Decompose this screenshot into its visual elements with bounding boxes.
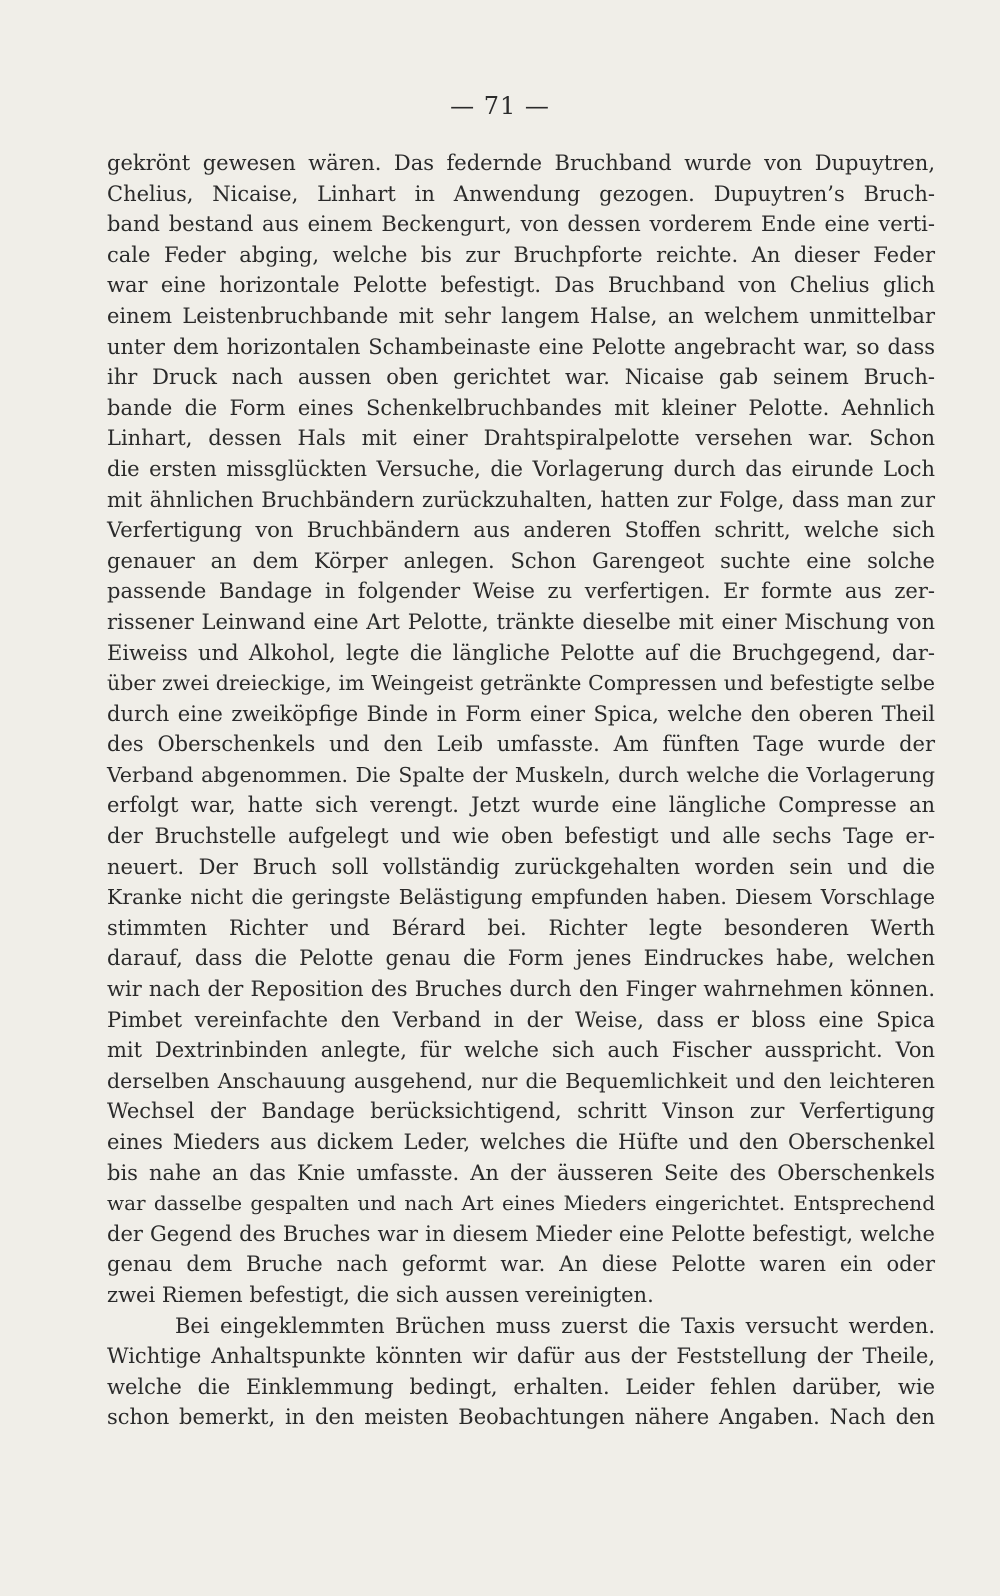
text-line: band bestand aus einem Beckengurt, von dessen vorderem Ende eine verti- <box>107 212 935 237</box>
text-line: erfolgt war, hatte sich verengt. Jetzt wurde eine längliche Compresse an <box>107 793 935 818</box>
text-line: ihr Druck nach aussen oben gerichtet war. Nicaise gab seinem Bruch- <box>107 365 935 390</box>
text-line: des Oberschenkels und den Leib umfasste. Am fünften Tage wurde der <box>107 732 935 757</box>
text-line: neuert. Der Bruch soll vollständig zurückgehalten worden sein und die <box>107 854 935 879</box>
text-line: der Gegend des Bruches war in diesem Mieder eine Pelotte befestigt, welche <box>107 1221 935 1246</box>
text-line: über zwei dreieckige, im Weingeist getränkte Compressen und befestigte selbe <box>107 671 935 696</box>
page-number: — 71 — <box>450 92 550 120</box>
text-line: war eine horizontale Pelotte befestigt. Das Bruchband von Chelius glich <box>107 273 935 298</box>
text-line: cale Feder abging, welche bis zur Bruchpforte reichte. An dieser Feder <box>107 242 935 267</box>
text-line: welche die Einklemmung bedingt, erhalten. Leider fehlen darüber, wie <box>107 1374 935 1399</box>
text-line: der Bruchstelle aufgelegt und wie oben befestigt und alle sechs Tage er- <box>107 824 935 849</box>
text-line: bis nahe an das Knie umfasste. An der äusseren Seite des Oberschenkels <box>107 1160 935 1185</box>
text-line: eines Mieders aus dickem Leder, welches die Hüfte und den Oberschenkel <box>107 1130 935 1154</box>
text-line: genau dem Bruche nach geformt war. An diese Pelotte waren ein oder <box>107 1252 935 1277</box>
text-line: rissener Leinwand eine Art Pelotte, tränkte dieselbe mit einer Mischung von <box>107 609 935 634</box>
text-line: genauer an dem Körper anlegen. Schon Garengeot suchte eine solche <box>107 548 935 573</box>
text-line: Linhart, dessen Hals mit einer Drahtspiralpelotte versehen war. Schon <box>107 426 935 451</box>
text-line: mit Dextrinbinden anlegte, für welche sich auch Fischer ausspricht. Von <box>107 1038 935 1063</box>
text-line: unter dem horizontalen Schambeinaste eine Pelotte angebracht war, so dass <box>107 334 935 359</box>
text-line: wir nach der Reposition des Bruches durch den Finger wahrnehmen können. <box>107 977 935 1002</box>
text-line: durch eine zweiköpfige Binde in Form einer Spica, welche den oberen Theil <box>107 701 935 726</box>
text-line: einem Leistenbruchbande mit sehr langem Halse, an welchem unmittelbar <box>107 303 935 328</box>
text-line: Wichtige Anhaltspunkte könnten wir dafür aus der Feststellung der Theile, <box>107 1344 935 1369</box>
body-text <box>107 148 935 1433</box>
text-line: bande die Form eines Schenkelbruchbandes mit kleiner Pelotte. Aehnlich <box>107 395 935 420</box>
text-line: Wechsel der Bandage berücksichtigend, schritt Vinson zur Verfertigung <box>107 1099 935 1124</box>
text-line: gekrönt gewesen wären. Das federnde Bruchband wurde von Dupuytren, <box>107 151 935 175</box>
text-line: Bei eingeklemmten Brüchen muss zuerst die Taxis versucht werden. <box>175 1313 935 1338</box>
text-line: Kranke nicht die geringste Belästigung empfunden haben. Diesem Vorschlage <box>107 885 935 910</box>
text-line: Eiweiss und Alkohol, legte die längliche Pelotte auf die Bruchgegend, dar- <box>107 640 935 665</box>
text-line: schon bemerkt, in den meisten Beobachtungen nähere Angaben. Nach den <box>107 1405 935 1430</box>
text-line: passende Bandage in folgender Weise zu verfertigen. Er formte aus zer- <box>107 579 935 604</box>
text-line: die ersten missglückten Versuche, die Vorlagerung durch das eirunde Loch <box>107 456 935 481</box>
text-line: war dasselbe gespalten und nach Art eines Mieders eingerichtet. Entsprechend <box>107 1191 935 1216</box>
text-line: stimmten Richter und Bérard bei. Richter legte besonderen Werth <box>107 915 935 940</box>
text-line: Chelius, Nicaise, Linhart in Anwendung gezogen. Dupuytren’s Bruch- <box>107 181 935 206</box>
text-line: Pimbet vereinfachte den Verband in der Weise, dass er bloss eine Spica <box>107 1007 935 1032</box>
text-line: darauf, dass die Pelotte genau die Form jenes Eindruckes habe, welchen <box>107 946 935 971</box>
text-line: derselben Anschauung ausgehend, nur die Bequemlichkeit und den leichteren <box>107 1068 935 1093</box>
text-line: zwei Riemen befestigt, die sich aussen vereinigten. <box>107 1282 654 1307</box>
text-line: Verfertigung von Bruchbändern aus anderen Stoffen schritt, welche sich <box>107 518 935 543</box>
text-line: mit ähnlichen Bruchbändern zurückzuhalten, hatten zur Folge, dass man zur <box>107 487 935 512</box>
text-line: Verband abgenommen. Die Spalte der Muskeln, durch welche die Vorlagerung <box>107 762 935 787</box>
